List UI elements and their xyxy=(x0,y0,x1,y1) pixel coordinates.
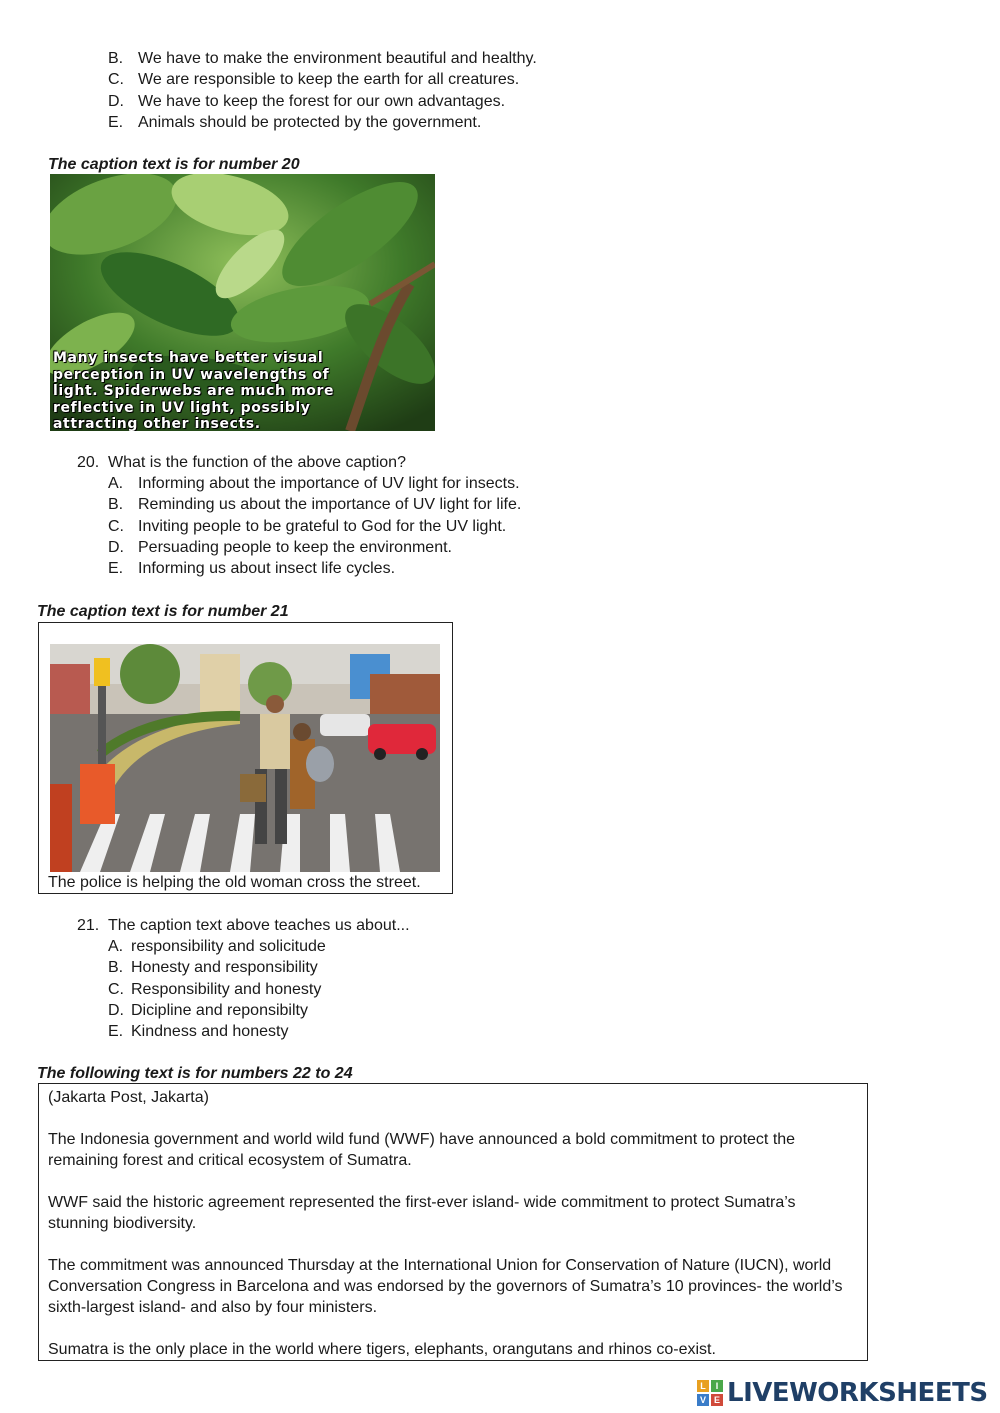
list-item: A. responsibility and solicitude xyxy=(108,938,326,955)
list-item: E. Informing us about insect life cycles. xyxy=(108,560,396,578)
logo-badge-icon: L I V E xyxy=(697,1380,723,1406)
article-source: (Jakarta Post, Jakarta) xyxy=(48,1089,209,1106)
question-text: What is the function of the above caption? xyxy=(108,454,406,471)
list-item: B. Reminding us about the importance of UV light for life. xyxy=(108,496,522,514)
question-20 xyxy=(77,452,406,473)
article-paragraph: WWF said the historic agreement represented the first-ever island- wide commitment to protect Sumatra’s stunning biodiversity. xyxy=(48,1194,796,1232)
caption-line: light. Spiderwebs are much more xyxy=(53,383,335,399)
q21-options xyxy=(108,936,628,1042)
caption-line: attracting other insects. xyxy=(53,416,261,431)
list-item: C. Inviting people to be grateful to God for the UV light. xyxy=(108,517,507,535)
logo-wordmark: LIVEWORKSHEETS xyxy=(727,1378,988,1408)
list-item: C. We are responsible to keep the earth for all creatures. xyxy=(108,71,520,89)
section-20-heading: The caption text is for number 20 xyxy=(48,156,300,173)
list-item: C. Responsibility and honesty xyxy=(108,980,322,998)
list-item: D. Persuading people to keep the environment. xyxy=(108,538,452,556)
photo-caption-overlay xyxy=(53,350,383,431)
article-paragraph: The Indonesia government and world wild fund (WWF) have announced a bold commitment to protect the remaining forest and critical ecosystem of Sumatra. xyxy=(48,1131,796,1169)
section-21-heading: The caption text is for number 21 xyxy=(37,603,289,620)
list-item: E. Animals should be protected by the government. xyxy=(108,113,482,131)
article-box xyxy=(38,1083,868,1361)
question-text: The caption text above teaches us about... xyxy=(108,917,410,934)
question-21 xyxy=(77,915,410,936)
article-paragraph: Sumatra is the only place in the world where tigers, elephants, orangutans and rhinos co-exist. xyxy=(48,1341,716,1358)
leaf-photo xyxy=(50,174,435,431)
list-item: A. Informing about the importance of UV light for insects. xyxy=(108,475,520,492)
caption-line: perception in UV wavelengths of xyxy=(53,366,330,383)
caption-line: reflective in UV light, possibly xyxy=(53,399,311,416)
list-item: D. We have to keep the forest for our own advantages. xyxy=(108,92,506,110)
caption-line: Many insects have better visual xyxy=(53,350,324,366)
list-item: B. Honesty and responsibility xyxy=(108,959,318,977)
q20-options xyxy=(108,473,628,579)
list-item: E. Kindness and honesty xyxy=(108,1023,289,1041)
list-item: B. We have to make the environment beautiful and healthy. xyxy=(108,50,537,67)
caption-box-21 xyxy=(38,622,453,894)
question-number: 21. xyxy=(77,917,100,934)
q19-options xyxy=(108,48,628,133)
article-paragraph: The commitment was announced Thursday at the International Union for Conservation of Nature (IUCN), world Conversation Congress in Barcelona and was endorsed by the governors of Sumatra’s 10 provinces- the world’s sixth-largest island- and also by four ministers. xyxy=(48,1257,843,1316)
street-photo-image xyxy=(50,644,440,872)
photo-caption-21: The police is helping the old woman cross the street. xyxy=(48,874,421,891)
street-photo xyxy=(50,644,440,872)
section-22-heading: The following text is for numbers 22 to 24 xyxy=(37,1065,353,1082)
question-number: 20. xyxy=(77,454,100,471)
liveworksheets-logo xyxy=(697,1378,988,1408)
list-item: D. Dicipline and reponsibilty xyxy=(108,1001,308,1019)
